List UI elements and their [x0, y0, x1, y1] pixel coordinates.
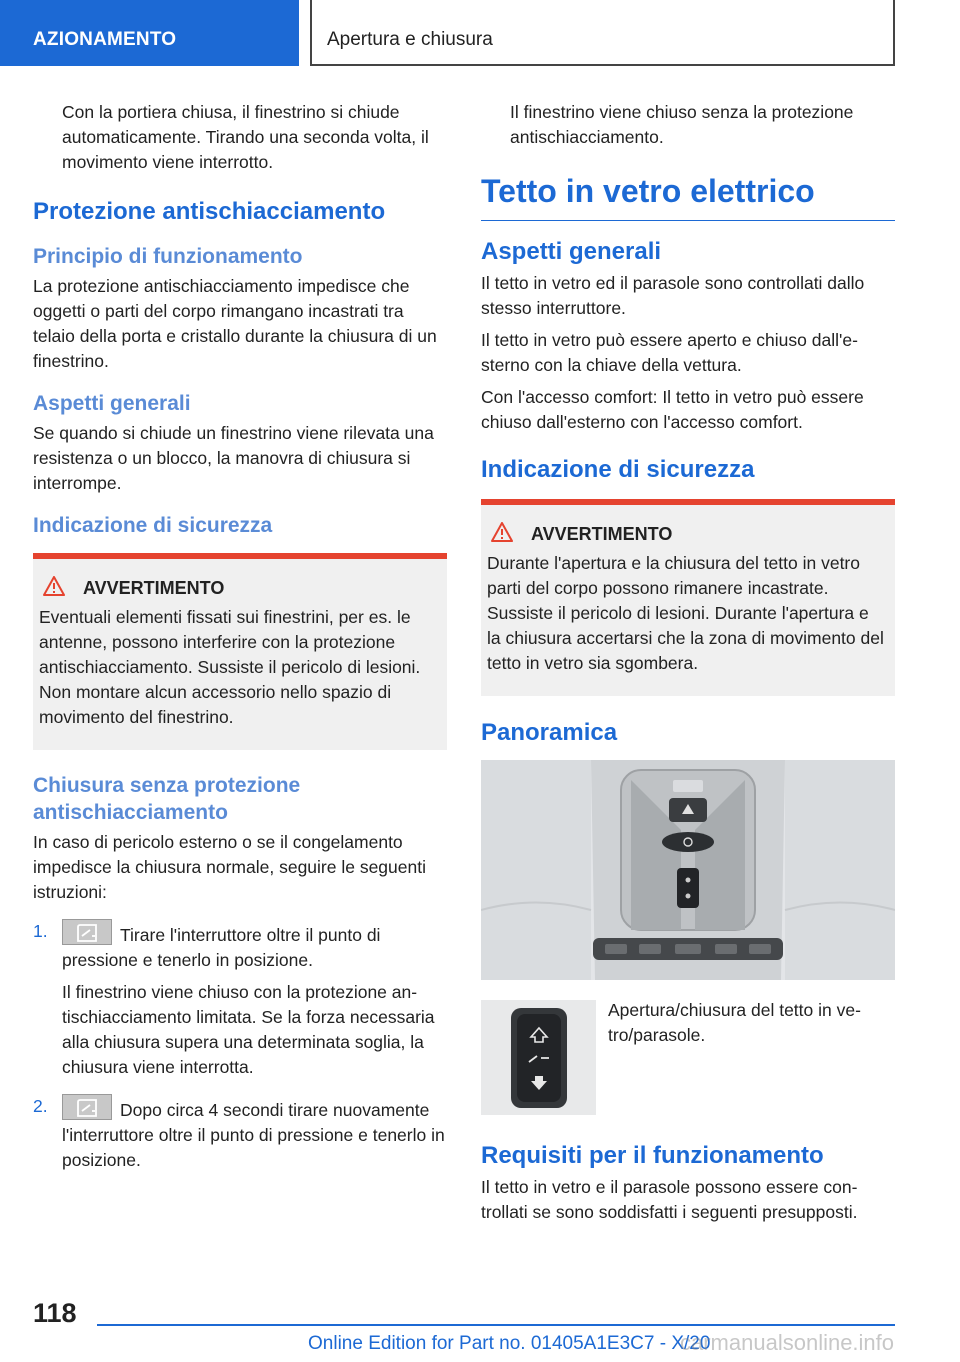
page-number: 118 — [33, 1298, 77, 1328]
step-number: 2. — [33, 1096, 48, 1116]
intro-paragraph: Con la portiera chiusa, il finestrino si chiude automaticamente. Tirando una seconda volta, il movimento viene interrotto. — [62, 102, 429, 172]
footer-rule — [97, 1324, 895, 1326]
requisiti-paragraph: Il tetto in vetro e il parasole possono essere controllati se sono soddisfatti i seguenti presupposti. — [481, 1177, 858, 1222]
edition-label: Online Edition for Part no. 01405A1E3C7 - X/20 — [308, 1333, 711, 1354]
heading-principio: Principio di funzionamento — [33, 245, 303, 268]
warning-title-label: AVVERTIMENTO — [83, 578, 225, 598]
heading-sicurezza: Indicazione di sicurezza — [33, 514, 273, 537]
heading-tetto: Tetto in vetro elettrico — [481, 171, 895, 221]
warning-title — [39, 576, 439, 601]
watermark: carmanualsonline.info — [680, 1330, 895, 1355]
chapter-label: Apertura e chiusura — [327, 29, 493, 50]
step-2 — [33, 1094, 447, 1173]
chapter-header — [310, 0, 895, 66]
step-note: Il finestrino viene chiuso con la protezione antischiacciamento limitata. Se la forza necessaria alla chiusura supera una determinata soglia, la chiusura viene interrotta. — [62, 982, 435, 1077]
step-text: Dopo circa 4 secondi tirare nuovamente l'interruttore oltre il punto di pressione e tenerlo in posizione. — [62, 1100, 445, 1170]
heading-requisiti: Requisiti per il funzionamento — [481, 1142, 824, 1169]
warning-text: Durante l'apertura e la chiusura del tetto in vetro parti del corpo possono rimanere incastrate. Sussiste il pericolo di lesioni. Durante l'apertura e la chiusura accertarsi che la zona di movimento del tetto in vetro sia sgombera. — [487, 553, 884, 673]
roof-switch-image — [481, 1000, 596, 1115]
heading-panoramica: Panoramica — [481, 719, 618, 746]
step-1 — [33, 919, 447, 1080]
heading-chiusura: Chiusura senza protezione antischiacciamento — [33, 774, 301, 824]
window-switch-icon — [62, 1094, 112, 1120]
warning-title-label: AVVERTIMENTO — [531, 524, 673, 544]
heading-aspetti-right: Aspetti generali — [481, 238, 662, 265]
section-label: AZIONAMENTO — [33, 29, 177, 50]
warning-title — [487, 522, 887, 547]
principio-paragraph: La protezione antischiacciamento impedisce che oggetti o parti del corpo rimangano incastrati tra telaio della porta e cristallo durante la chiusura di un finestrino. — [33, 276, 437, 371]
warning-box — [33, 553, 447, 750]
heading-sicurezza-right: Indicazione di sicurezza — [481, 456, 755, 483]
heading-protezione: Protezione antischiacciamento — [33, 198, 386, 225]
step-text: Tirare l'interruttore oltre il punto di pressione e tenerlo in posizione. — [62, 925, 381, 970]
right-column — [481, 100, 895, 1232]
aspetti-p1: Il tetto in vetro ed il parasole sono controllati dallo stesso interruttore. — [481, 273, 865, 318]
section-tab — [0, 0, 299, 66]
chiusura-paragraph: In caso di pericolo esterno o se il congelamento impedisce la chiusura normale, seguire le seguenti istruzioni: — [33, 832, 426, 902]
aspetti-p2: Il tetto in vetro può essere aperto e chiuso dall'esterno con la chiave della vettura. — [481, 330, 858, 375]
right-intro-paragraph: Il finestrino viene chiuso senza la protezione antischiacciamento. — [510, 102, 854, 147]
step-number: 1. — [33, 921, 48, 941]
heading-aspetti: Aspetti generali — [33, 392, 191, 415]
warning-triangle-icon — [491, 522, 525, 547]
warning-box-right — [481, 499, 895, 696]
warning-triangle-icon — [43, 576, 77, 601]
warning-text: Eventuali elementi fissati sui finestrini, per es. le antenne, possono interferire con la protezione antischiacciamento. Sussiste il pericolo di lesioni. Non montare alcun accessorio nello spazio di movimento del finestrino. — [39, 607, 421, 727]
left-column — [33, 100, 447, 1180]
overhead-console-image — [481, 760, 895, 980]
aspetti-paragraph: Se quando si chiude un finestrino viene rilevata una resistenza o un blocco, la manovra di chiusura si interrompe. — [33, 423, 434, 493]
figure-caption: Apertura/chiusura del tetto in vetro/parasole. — [608, 1000, 861, 1045]
switch-figure — [481, 1000, 895, 1115]
aspetti-p3: Con l'accesso comfort: Il tetto in vetro può essere chiuso dall'esterno con l'accesso comfort. — [481, 387, 864, 432]
window-switch-icon — [62, 919, 112, 945]
